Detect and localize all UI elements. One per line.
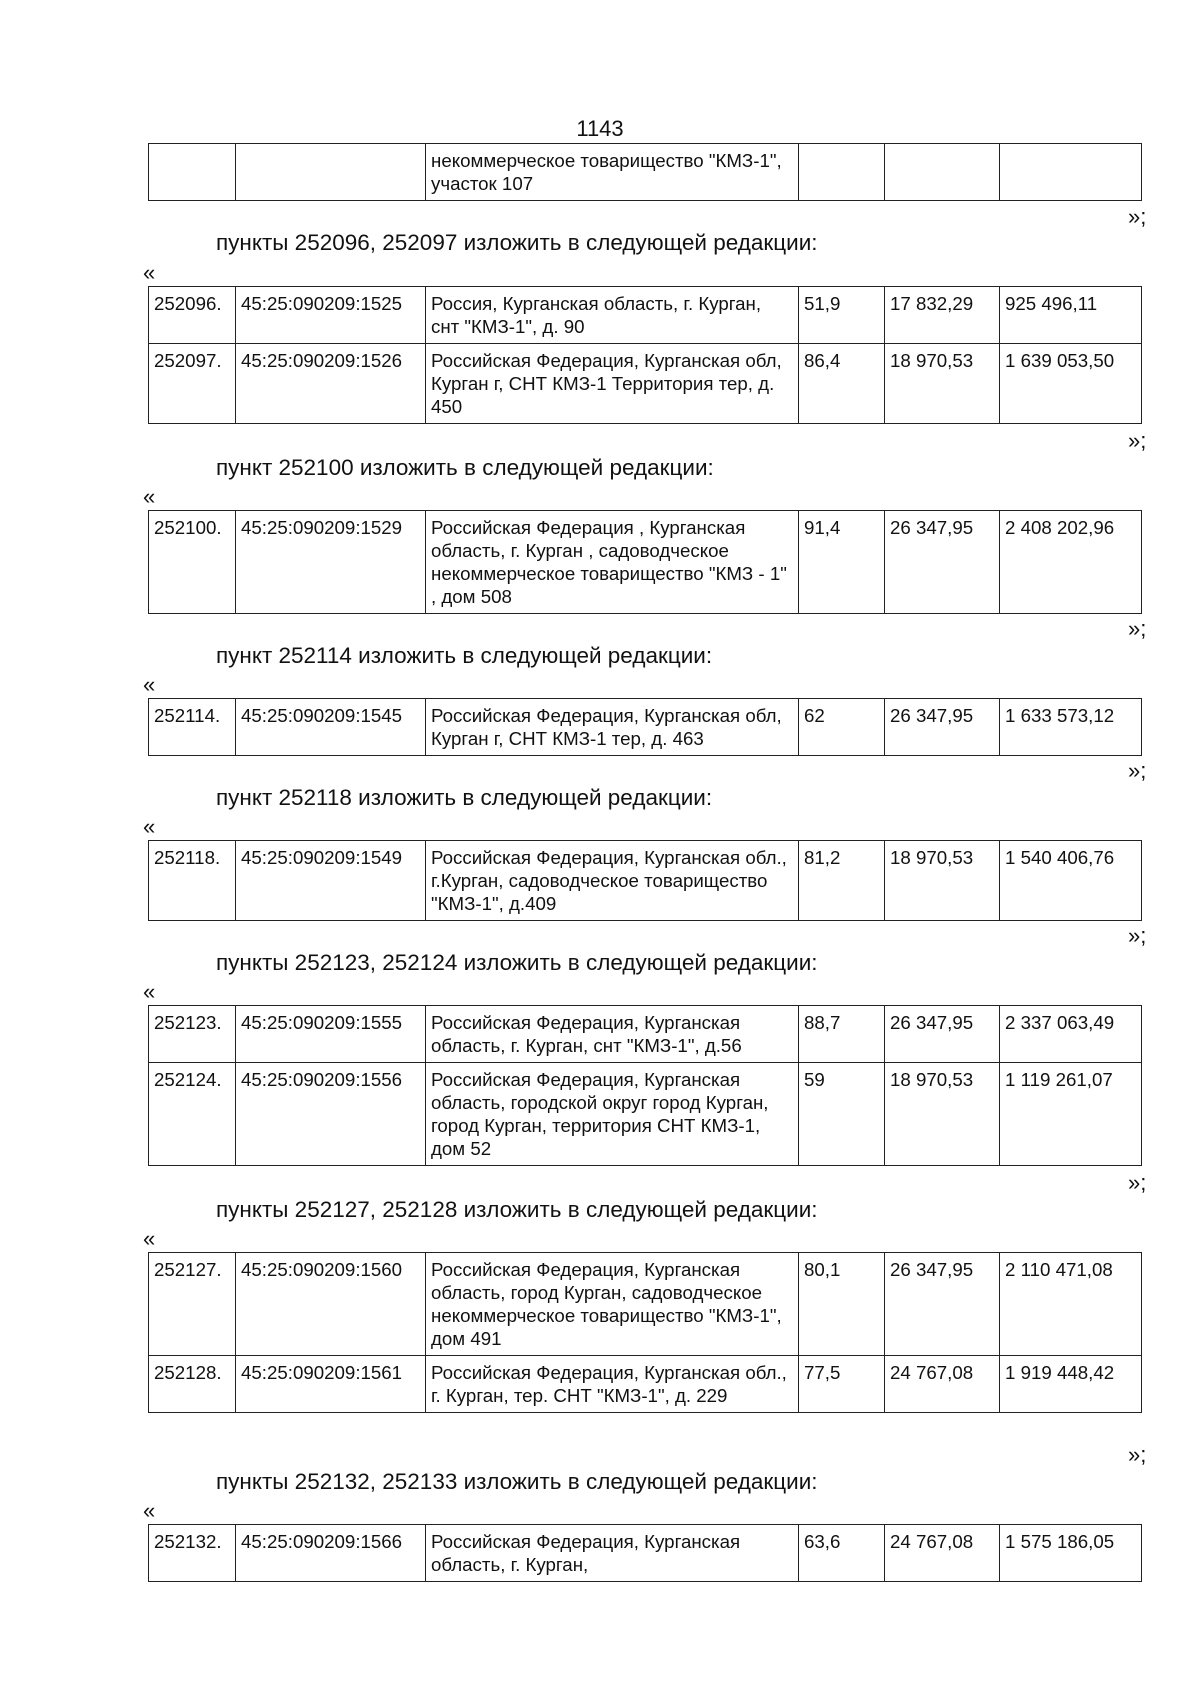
section-heading: пункты 252127, 252128 изложить в следующей редакции: [216, 1197, 818, 1222]
area-cell: 80,1 [799, 1253, 885, 1356]
closing-quote: »; [1128, 204, 1147, 229]
value-cell: 925 496,11 [1000, 287, 1142, 344]
opening-quote: « [143, 484, 156, 509]
table-row [149, 1006, 1142, 1063]
row-number-cell: 252097. [149, 344, 236, 424]
cadastral-cell: 45:25:090209:1525 [236, 287, 426, 344]
address-cell: Россия, Курганская область, г. Курган, снт "КМЗ-1", д. 90 [426, 287, 799, 344]
value-cell: 1 919 448,42 [1000, 1356, 1142, 1413]
opening-quote: « [143, 260, 156, 285]
value-cell: 2 337 063,49 [1000, 1006, 1142, 1063]
address-cell: Российская Федерация, Курганская область, г. Курган, снт "КМЗ-1", д.56 [426, 1006, 799, 1063]
value-cell: 1 639 053,50 [1000, 344, 1142, 424]
closing-quote: »; [1128, 616, 1147, 641]
area-cell: 81,2 [799, 841, 885, 921]
section-heading: пункты 252123, 252124 изложить в следующей редакции: [216, 950, 818, 975]
rate-cell: 18 970,53 [885, 1063, 1000, 1166]
row-number-cell: 252123. [149, 1006, 236, 1063]
cadastral-cell [236, 144, 426, 201]
cadastral-cell: 45:25:090209:1526 [236, 344, 426, 424]
value-cell: 1 540 406,76 [1000, 841, 1142, 921]
address-cell: Российская Федерация, Курганская обл., г. Курган, тер. СНТ "КМЗ-1", д. 229 [426, 1356, 799, 1413]
section-table [148, 286, 1142, 424]
area-cell: 86,4 [799, 344, 885, 424]
closing-quote: »; [1128, 923, 1147, 948]
row-number-cell: 252128. [149, 1356, 236, 1413]
value-cell [1000, 144, 1142, 201]
opening-quote: « [143, 672, 156, 697]
cadastral-cell: 45:25:090209:1545 [236, 699, 426, 756]
area-cell: 63,6 [799, 1525, 885, 1582]
row-number-cell: 252132. [149, 1525, 236, 1582]
address-cell: Российская Федерация, Курганская область, г. Курган, [426, 1525, 799, 1582]
address-cell: Российская Федерация, Курганская обл, Курган г, СНТ КМЗ-1 Территория тер, д. 450 [426, 344, 799, 424]
area-cell: 59 [799, 1063, 885, 1166]
rate-cell: 18 970,53 [885, 841, 1000, 921]
closing-quote: »; [1128, 428, 1147, 453]
value-cell: 2 110 471,08 [1000, 1253, 1142, 1356]
area-cell: 77,5 [799, 1356, 885, 1413]
address-cell: Российская Федерация, Курганская область, городской округ город Курган, город Курган, территория СНТ КМЗ-1, дом 52 [426, 1063, 799, 1166]
section-heading: пункт 252114 изложить в следующей редакции: [216, 643, 713, 668]
row-number-cell: 252114. [149, 699, 236, 756]
rate-cell: 26 347,95 [885, 1253, 1000, 1356]
table-row [149, 511, 1142, 614]
address-cell: Российская Федерация , Курганская область, г. Курган , садоводческое некоммерческое товарищество "КМЗ - 1" , дом 508 [426, 511, 799, 614]
table-row [149, 1063, 1142, 1166]
table-row [149, 344, 1142, 424]
address-cell: некоммерческое товарищество "КМЗ-1", участок 107 [426, 144, 799, 201]
row-number-cell: 252100. [149, 511, 236, 614]
page-number: 1143 [576, 116, 624, 141]
row-number-cell: 252127. [149, 1253, 236, 1356]
table-row [149, 287, 1142, 344]
rate-cell: 26 347,95 [885, 511, 1000, 614]
section-heading: пункты 252132, 252133 изложить в следующей редакции: [216, 1469, 818, 1494]
area-cell [799, 144, 885, 201]
row-number-cell: 252118. [149, 841, 236, 921]
value-cell: 1 633 573,12 [1000, 699, 1142, 756]
area-cell: 88,7 [799, 1006, 885, 1063]
cadastral-cell: 45:25:090209:1529 [236, 511, 426, 614]
address-cell: Российская Федерация, Курганская область, город Курган, садоводческое некоммерческое товарищество "КМЗ-1", дом 491 [426, 1253, 799, 1356]
area-cell: 91,4 [799, 511, 885, 614]
closing-quote: »; [1128, 1442, 1147, 1467]
table-row [149, 841, 1142, 921]
value-cell: 2 408 202,96 [1000, 511, 1142, 614]
continuation-table [148, 143, 1142, 201]
section-table [148, 1005, 1142, 1166]
opening-quote: « [143, 1498, 156, 1523]
rate-cell: 24 767,08 [885, 1356, 1000, 1413]
section-heading: пункт 252100 изложить в следующей редакции: [216, 455, 714, 480]
rate-cell: 24 767,08 [885, 1525, 1000, 1582]
section-table [148, 698, 1142, 756]
rate-cell: 26 347,95 [885, 699, 1000, 756]
table-row [149, 1356, 1142, 1413]
value-cell: 1 575 186,05 [1000, 1525, 1142, 1582]
closing-quote: »; [1128, 1170, 1147, 1195]
rate-cell: 26 347,95 [885, 1006, 1000, 1063]
opening-quote: « [143, 979, 156, 1004]
section-table [148, 510, 1142, 614]
cadastral-cell: 45:25:090209:1561 [236, 1356, 426, 1413]
address-cell: Российская Федерация, Курганская обл, Курган г, СНТ КМЗ-1 тер, д. 463 [426, 699, 799, 756]
table-row [149, 144, 1142, 201]
section-table [148, 1252, 1142, 1413]
address-cell: Российская Федерация, Курганская обл., г.Курган, садоводческое товарищество "КМЗ-1", д.409 [426, 841, 799, 921]
area-cell: 51,9 [799, 287, 885, 344]
area-cell: 62 [799, 699, 885, 756]
table-row [149, 1525, 1142, 1582]
cadastral-cell: 45:25:090209:1549 [236, 841, 426, 921]
section-heading: пункт 252118 изложить в следующей редакции: [216, 785, 713, 810]
cadastral-cell: 45:25:090209:1566 [236, 1525, 426, 1582]
rate-cell: 17 832,29 [885, 287, 1000, 344]
section-table [148, 1524, 1142, 1582]
table-row [149, 1253, 1142, 1356]
closing-quote: »; [1128, 758, 1147, 783]
cadastral-cell: 45:25:090209:1555 [236, 1006, 426, 1063]
row-number-cell [149, 144, 236, 201]
table-row [149, 699, 1142, 756]
value-cell: 1 119 261,07 [1000, 1063, 1142, 1166]
cadastral-cell: 45:25:090209:1556 [236, 1063, 426, 1166]
cadastral-cell: 45:25:090209:1560 [236, 1253, 426, 1356]
row-number-cell: 252096. [149, 287, 236, 344]
section-table [148, 840, 1142, 921]
row-number-cell: 252124. [149, 1063, 236, 1166]
opening-quote: « [143, 1226, 156, 1251]
rate-cell: 18 970,53 [885, 344, 1000, 424]
section-heading: пункты 252096, 252097 изложить в следующей редакции: [216, 230, 818, 255]
opening-quote: « [143, 814, 156, 839]
rate-cell [885, 144, 1000, 201]
